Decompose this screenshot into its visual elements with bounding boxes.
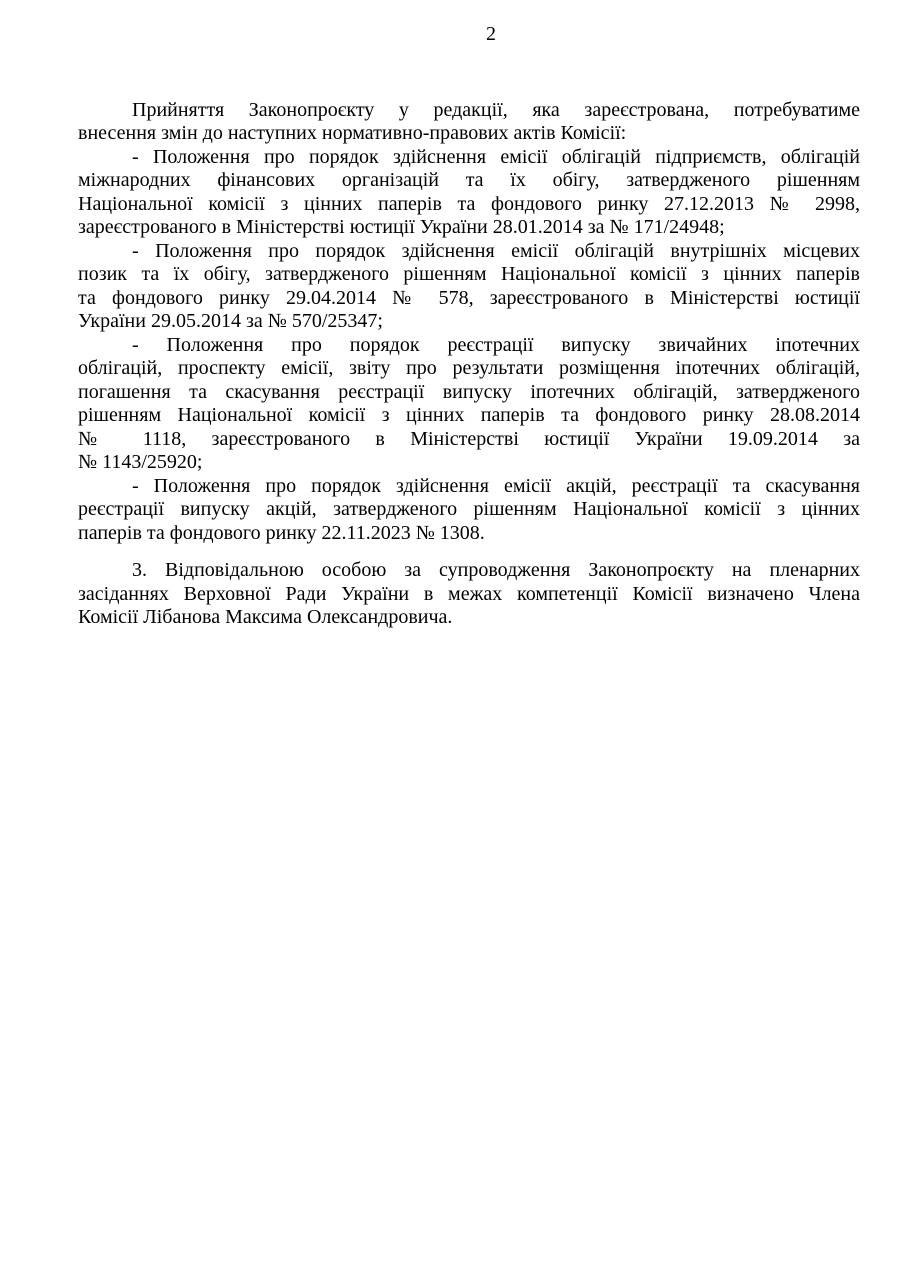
list-item-3 <box>78 334 860 475</box>
page-number: 2 <box>486 23 496 45</box>
text-line: зареєстрованого в Міністерстві юстиції України 28.01.2014 за № 171/24948; <box>78 216 725 238</box>
document-body <box>78 99 860 630</box>
text-line: міжнародних фінансових організацій та їх обігу, затвердженого рішенням <box>78 169 860 191</box>
text-line: - Положення про порядок здійснення емісії акцій, реєстрації та скасування <box>132 474 860 497</box>
list-item-4 <box>78 475 860 546</box>
list-item-1 <box>78 146 860 240</box>
intro-paragraph <box>78 99 860 146</box>
text-line: позик та їх обігу, затвердженого рішенням Національної комісії з цінних паперів <box>78 263 860 285</box>
text-line: облігацій, проспекту емісії, звіту про результати розміщення іпотечних облігацій, <box>78 357 860 379</box>
text-line: - Положення про порядок реєстрації випуску звичайних іпотечних <box>132 333 860 356</box>
text-line: паперів та фондового ринку 22.11.2023 № 1308. <box>78 521 485 544</box>
text-line: України 29.05.2014 за № 570/25347; <box>78 310 383 332</box>
section-3-paragraph <box>78 559 860 630</box>
text-line: Прийняття Законопроєкту у редакції, яка зареєстрована, потребуватиме <box>132 98 860 121</box>
text-line: та фондового ринку 29.04.2014 № 578, зареєстрованого в Міністерстві юстиції <box>78 286 860 309</box>
text-line: - Положення про порядок здійснення емісії облігацій підприємств, облігацій <box>132 145 860 168</box>
text-column <box>78 23 860 630</box>
text-line: Комісії Лібанова Максима Олександровича. <box>78 606 453 628</box>
text-line: внесення змін до наступних нормативно-правових актів Комісії: <box>78 122 627 144</box>
text-line: № 1143/25920; <box>78 451 203 473</box>
text-line: рішенням Національної комісії з цінних паперів та фондового ринку 28.08.2014 <box>78 404 860 426</box>
text-line: Національної комісії з цінних паперів та фондового ринку 27.12.2013 № 2998, <box>78 192 860 215</box>
text-line: засіданнях Верховної Ради України в межах компетенції Комісії визначено Члена <box>78 582 860 605</box>
text-line: 3. Відповідальною особою за супроводження Законопроєкту на пленарних <box>132 559 860 581</box>
text-line: № 1118, зареєстрованого в Міністерстві юстиції України 19.09.2014 за <box>78 427 860 450</box>
text-line: погашення та скасування реєстрації випуску іпотечних облігацій, затвердженого <box>78 380 860 403</box>
list-item-2 <box>78 240 860 334</box>
text-line: реєстрації випуску акцій, затвердженого рішенням Національної комісії з цінних <box>78 498 860 520</box>
text-line: - Положення про порядок здійснення емісії облігацій внутрішніх місцевих <box>132 239 860 262</box>
